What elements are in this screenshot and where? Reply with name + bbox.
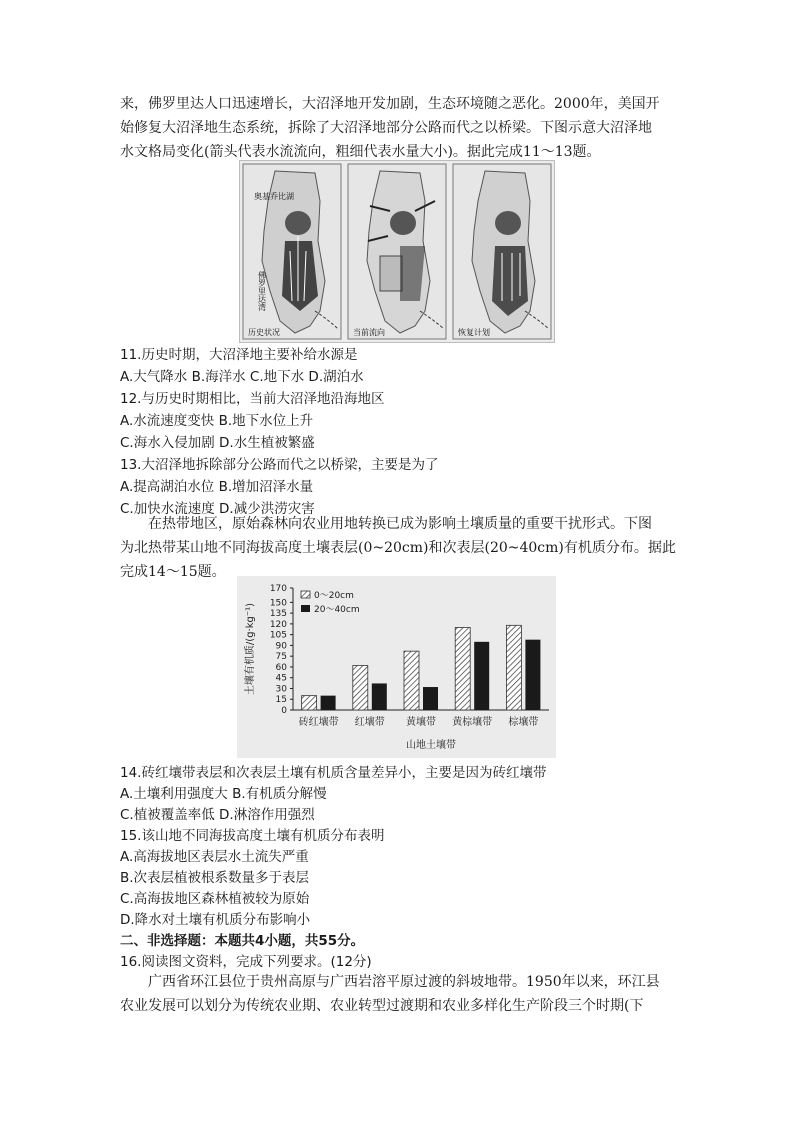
x-tick-label: 棕壤带 [508, 717, 539, 728]
passage2-line-1: 在热带地区，原始森林向农业用地转换已成为影响土壤质量的重要干扰形式。下图 [148, 516, 652, 532]
bar-subsurface [372, 683, 387, 710]
y-tick-label: 90 [275, 641, 287, 652]
map-panel-history [243, 164, 341, 339]
bar-surface [353, 666, 368, 710]
intro-line-2: 始修复大沼泽地生态系统，拆除了大沼泽地部分公路而代之以桥梁。下图示意大沼泽地 [120, 120, 652, 136]
legend-swatch-surface [301, 591, 310, 598]
q14-options-ab: A.土壤利用强度大 B.有机质分解慢 [120, 786, 327, 802]
map-panel-current [348, 164, 446, 339]
intro-line-1: 来，佛罗里达人口迅速增长，大沼泽地开发加剧，生态环境随之恶化。2000年，美国开 [120, 96, 660, 112]
y-tick-label: 15 [275, 695, 287, 706]
q15-option-a: A.高海拔地区表层水土流失严重 [120, 849, 309, 865]
section2-title: 二、非选择题：本题共4小题，共55分。 [120, 933, 365, 949]
bar-surface [302, 696, 317, 710]
q16-stem: 16.阅读图文资料，完成下列要求。(12分) [120, 954, 372, 970]
passage2-line-3: 完成14～15题。 [120, 564, 226, 580]
q15-option-d: D.降水对土壤有机质分布影响小 [120, 912, 311, 928]
soil-organic-matter-chart [237, 576, 556, 758]
y-tick-label: 150 [269, 598, 287, 609]
q14-stem: 14.砖红壤带表层和次表层土壤有机质含量差异小，主要是因为砖红壤带 [120, 765, 547, 781]
q11-stem: 11.历史时期，大沼泽地主要补给水源是 [120, 347, 358, 363]
q15-option-c: C.高海拔地区森林植被较为原始 [120, 891, 310, 907]
q15-option-b: B.次表层植被根系数量多于表层 [120, 870, 310, 886]
q15-stem: 15.该山地不同海拔高度土壤有机质分布表明 [120, 828, 385, 844]
q12-options-ab: A.水流速度变快 B.地下水位上升 [120, 413, 314, 429]
x-tick-label: 砖红壤带 [298, 717, 339, 728]
bar-surface [506, 625, 521, 710]
q16-line-2: 农业发展可以划分为传统农业期、农业转型过渡期和农业多样化生产阶段三个时期(下 [120, 998, 644, 1014]
y-tick-label: 75 [275, 652, 287, 663]
y-tick-label: 30 [275, 684, 287, 695]
map-panel-restoration [453, 164, 551, 339]
q11-options: A.大气降水 B.海洋水 C.地下水 D.湖泊水 [120, 369, 364, 385]
y-tick-label: 45 [275, 673, 287, 684]
y-tick-label: 60 [275, 662, 287, 673]
everglades-map-figure [239, 160, 555, 343]
q14-options-cd: C.植被覆盖率低 D.淋溶作用强烈 [120, 807, 315, 823]
panel-caption-current: 当前流向 [353, 328, 385, 337]
bay-label: 佛罗里达湾 [257, 271, 267, 311]
bar-surface [404, 651, 419, 710]
q13-options-ab: A.提高湖泊水位 B.增加沼泽水量 [120, 479, 314, 495]
y-tick-label: 135 [269, 609, 287, 620]
passage2-line-2: 为北热带某山地不同海拔高度土壤表层(0~20cm)和次表层(20~40cm)有机质分布。据此 [120, 540, 676, 556]
q13-stem: 13.大沼泽地拆除部分公路而代之以桥梁，主要是为了 [120, 457, 439, 473]
x-axis-label: 山地土壤带 [406, 740, 456, 751]
legend-label-surface: 0～20cm [314, 591, 354, 601]
panel-caption-history: 历史状况 [248, 328, 280, 337]
y-tick-label: 120 [269, 619, 287, 630]
legend-swatch-subsurface [301, 605, 310, 612]
bar-subsurface [474, 642, 489, 710]
panel-caption-restoration: 恢复计划 [458, 328, 490, 337]
q13-options-cd: C.加快水流速度 D.减少洪涝灾害 [120, 501, 315, 517]
y-tick-label: 105 [269, 630, 287, 641]
chart-svg [237, 576, 556, 758]
x-tick-label: 黄壤带 [406, 717, 436, 728]
q16-line-1: 广西省环江县位于贵州高原与广西岩溶平原过渡的斜坡地带。1950年以来，环江县 [148, 974, 660, 990]
bar-subsurface [525, 640, 540, 710]
q12-stem: 12.与历史时期相比，当前大沼泽地沿海地区 [120, 391, 385, 407]
bar-surface [455, 627, 470, 710]
x-tick-label: 黄棕壤带 [452, 717, 493, 728]
bar-subsurface [321, 696, 336, 710]
bar-subsurface [423, 687, 438, 710]
y-tick-label: 0 [281, 706, 287, 716]
q12-options-cd: C.海水入侵加剧 D.水生植被繁盛 [120, 435, 315, 451]
legend-label-subsurface: 20～40cm [314, 605, 360, 615]
y-tick-label: 170 [269, 584, 287, 594]
x-tick-label: 红壤带 [354, 717, 385, 728]
y-axis-label: 土壤有机质/(g·kg⁻¹) [245, 602, 256, 696]
intro-line-3: 水文格局变化(箭头代表水流流向，粗细代表水量大小)。据此完成11～13题。 [120, 144, 601, 160]
lake-label: 奥基乔比湖 [254, 192, 294, 201]
everglades-map-panels [240, 161, 554, 342]
